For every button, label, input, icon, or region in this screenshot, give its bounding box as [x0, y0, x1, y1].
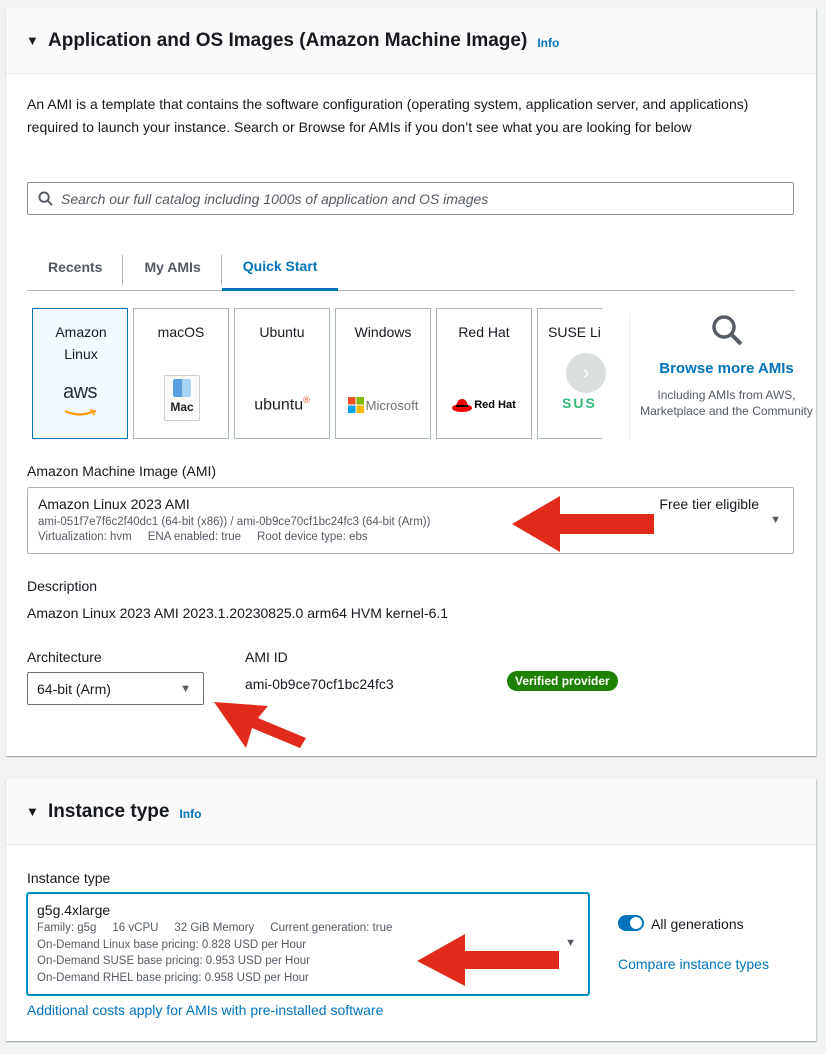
os-tiles — [32, 308, 602, 440]
additional-costs-link[interactable]: Additional costs apply for AMIs with pre-installed software — [27, 1002, 384, 1018]
ami-select[interactable] — [27, 487, 794, 554]
os-tile-ubuntu[interactable] — [234, 308, 330, 439]
annotation-arrow-icon — [210, 700, 308, 752]
ami-info-link[interactable]: Info — [537, 35, 560, 50]
architecture-label: Architecture — [27, 649, 102, 665]
os-tile-label: Ubuntu — [259, 324, 305, 340]
annotation-arrow-icon — [512, 496, 657, 552]
tiles-next-button[interactable] — [566, 353, 606, 393]
browse-more-amis-link[interactable]: Browse more AMIs — [659, 360, 794, 377]
aws-logo-icon: aws — [33, 381, 127, 420]
description-value: Amazon Linux 2023 AMI 2023.1.20230825.0 arm64 HVM kernel-6.1 — [27, 605, 449, 621]
os-tile-amazon-linux[interactable] — [32, 308, 128, 439]
compare-instance-types-link[interactable]: Compare instance types — [618, 956, 769, 972]
dropdown-caret-icon: ▼ — [770, 514, 781, 526]
browse-more-amis — [639, 313, 814, 419]
instance-type-label: Instance type — [27, 870, 111, 886]
annotation-arrow-icon — [417, 934, 562, 986]
magnifier-icon — [710, 313, 744, 347]
tab-recents[interactable]: Recents — [27, 243, 123, 291]
divider — [629, 313, 630, 440]
rhel-pricing: On-Demand RHEL base pricing: 0.958 USD per Hour — [37, 971, 309, 984]
description-label: Description — [27, 578, 98, 594]
ami-panel-title: Application and OS Images (Amazon Machine Image) — [48, 29, 528, 51]
finder-icon: Mac — [164, 375, 200, 421]
instance-type-info-link[interactable]: Info — [179, 806, 202, 821]
all-generations-label: All generations — [651, 916, 744, 932]
os-tile-label: Red Hat — [458, 324, 510, 340]
ami-search-box[interactable] — [27, 182, 794, 215]
ubuntu-logo-icon: ubuntu® — [254, 395, 310, 414]
all-generations-toggle[interactable] — [618, 915, 644, 931]
instance-type-value: g5g.4xlarge — [37, 902, 111, 918]
ami-select-title: Amazon Linux 2023 AMI — [38, 496, 190, 512]
ami-description: An AMI is a template that contains the software configuration (operating system, application server, and applications) required to launch your instance. Search or Browse for AMIs if you don’t see what you are looking for below — [27, 96, 749, 135]
os-tile-windows[interactable] — [335, 308, 431, 439]
chevron-right-icon: › — [582, 361, 590, 384]
tab-my-amis[interactable]: My AMIs — [123, 243, 221, 291]
red-hat-logo-icon: Red Hat — [437, 397, 531, 413]
ami-select-ids: ami-051f7e7f6c2f40dc1 (64-bit (x86)) / ami-0b9ce70cf1bc24fc3 (64-bit (Arm)) — [38, 516, 431, 528]
os-tile-macos[interactable] — [133, 308, 229, 439]
os-tile-label: macOS — [157, 324, 205, 340]
instance-type-title: Instance type — [48, 800, 170, 822]
caret-down-icon[interactable]: ▼ — [26, 804, 39, 819]
os-tile-label: SUSE Li — [548, 324, 601, 340]
suse-logo-icon: SUS — [562, 395, 597, 411]
ami-search-input[interactable] — [61, 191, 761, 207]
suse-pricing: On-Demand SUSE base pricing: 0.953 USD per Hour — [37, 955, 310, 967]
linux-pricing: On-Demand Linux base pricing: 0.828 USD per Hour — [37, 938, 307, 951]
os-tile-label: Windows — [354, 324, 412, 340]
instance-type-panel — [6, 779, 816, 1041]
ami-select-meta: Virtualization: hvm ENA enabled: true Root device type: ebs — [38, 531, 368, 543]
os-tile-label: Amazon Linux — [55, 324, 107, 362]
caret-down-icon[interactable]: ▼ — [26, 33, 39, 48]
ami-id-value: ami-0b9ce70cf1bc24fc3 — [245, 676, 394, 692]
dropdown-caret-icon: ▼ — [565, 937, 576, 949]
browse-more-amis-subtext: Including AMIs from AWS, Marketplace and the Community — [640, 388, 813, 418]
ami-panel — [6, 8, 816, 756]
ami-tabs — [27, 243, 795, 291]
free-tier-label: Free tier eligible — [659, 496, 759, 512]
verified-provider-badge: Verified provider — [507, 671, 618, 691]
architecture-value: 64-bit (Arm) — [37, 681, 111, 697]
os-tile-red-hat[interactable] — [436, 308, 532, 439]
architecture-select[interactable] — [27, 672, 204, 705]
ami-panel-header[interactable] — [6, 8, 816, 74]
ami-id-label: AMI ID — [245, 649, 288, 665]
tab-quick-start[interactable]: Quick Start — [222, 243, 339, 291]
instance-type-header[interactable] — [6, 779, 816, 845]
search-icon — [38, 191, 53, 206]
microsoft-logo-icon: Microsoft — [336, 397, 430, 413]
instance-type-specs: Family: g5g 16 vCPU 32 GiB Memory Current generation: true — [37, 922, 393, 934]
dropdown-caret-icon: ▼ — [180, 683, 191, 695]
ami-select-label: Amazon Machine Image (AMI) — [27, 463, 217, 479]
